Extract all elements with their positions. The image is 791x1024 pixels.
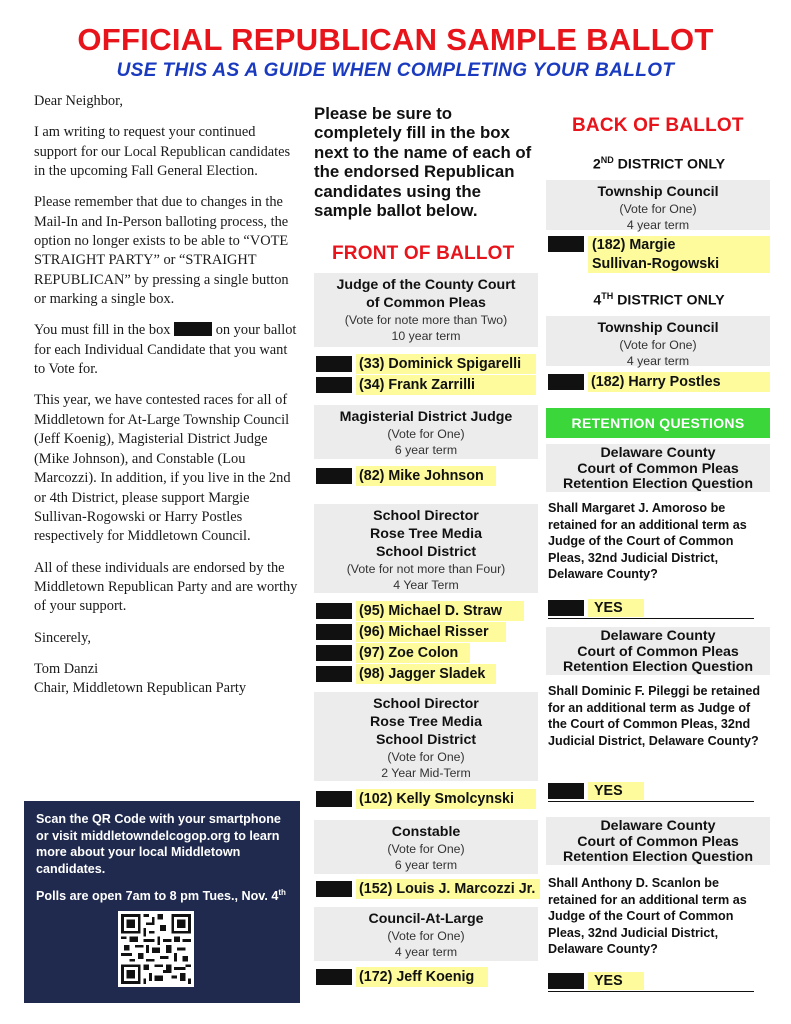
race-title: Council-At-Large [368,911,484,927]
race-title: Township Council [597,184,719,200]
race-magisterial-judge [314,405,538,459]
race-vote-rule: (Vote for One) [387,427,465,441]
candidate-name: (182) Margie Sullivan-Rogowski [588,236,770,273]
retention-question: Shall Margaret J. Amoroso be retained for an additional term as Judge of the Court of Common Pleas, 32nd Judicial District, Delaware County? [548,501,747,582]
candidate-name: (152) Louis J. Marcozzi Jr. [356,879,540,899]
candidate-name: (102) Kelly Smolcynski [356,789,536,809]
signer-title: Chair, Middletown Republican Party [34,680,247,697]
candidate-row[interactable] [316,622,506,642]
race-term: 6 year term [394,858,458,872]
race-school-director-4yr [314,504,538,593]
retention-title: Retention Election Question [563,659,753,676]
filled-vote-box[interactable] [548,783,584,799]
back-of-ballot-heading: BACK OF BALLOT [572,115,744,136]
retention-title: Delaware County [600,628,716,644]
race-vote-rule: (Vote for note more than Two) [344,313,508,327]
candidate-row[interactable] [316,879,540,899]
candidate-name: (34) Frank Zarrilli [356,375,536,395]
letter-text: You must fill in the box [34,322,171,339]
race-vote-rule: (Vote for One) [387,750,465,764]
retention-title: Court of Common Pleas [577,643,739,660]
filled-vote-box[interactable] [316,969,352,985]
race-vote-rule: (Vote for not more than Four) [346,562,506,576]
candidate-row[interactable] [316,789,536,809]
race-constable [314,820,538,874]
yes-label: YES [588,599,644,617]
polls-text: Polls are open 7am to 8 pm Tues., Nov. 4th [36,888,286,904]
race-vote-rule: (Vote for One) [619,202,697,216]
filled-vote-box[interactable] [548,973,584,989]
letter-paragraph: This year, we have contested races for all of Middletown for At-Large Township Council (Jeff Koenig), Magisterial District Judge (Mike Johnson), and Constable (Lou Marcozzi). In addition, if you live in the 2nd or 4th District, please support Margie Sullivan-Rogowski or Harry Postles respectively for Middletown Council. [34,392,291,545]
yes-label: YES [588,972,644,990]
candidate-name: (172) Jeff Koenig [356,967,488,987]
race-term: 4 year term [394,945,458,959]
retention-header [546,817,770,865]
candidate-row[interactable] [548,372,770,392]
ballot-title: OFFICIAL REPUBLICAN SAMPLE BALLOT [77,22,714,57]
retention-question: Shall Dominic F. Pileggi be retained for an additional term as Judge of the Court of Common Pleas, 32nd Judicial District, Delaware County? [548,684,761,748]
race-vote-rule: (Vote for One) [619,338,697,352]
race-township-council-d2 [546,180,770,230]
letter [34,92,298,699]
candidate-row[interactable] [548,236,770,273]
filled-vote-box[interactable] [316,603,352,619]
candidate-row[interactable] [316,664,496,684]
candidate-name: (182) Harry Postles [588,372,770,392]
race-judge-common-pleas [314,273,538,347]
filled-vote-box[interactable] [316,645,352,661]
race-township-council-d4 [546,316,770,366]
race-title: School District [375,732,477,748]
qr-text: Scan the QR Code with your smartphone or visit middletowndelcogop.org to learn more about your local Middletown candidates. [36,812,281,876]
letter-paragraph: All of these individuals are endorsed by the Middletown Republican Party and are worthy of your support. [34,559,298,615]
candidate-name: (82) Mike Johnson [356,466,496,486]
letter-paragraph [34,321,298,379]
race-term: 4 Year Term [393,578,459,592]
filled-vote-box[interactable] [316,791,352,807]
race-title: Township Council [597,320,719,336]
race-council-at-large [314,907,538,961]
retention-title: Retention Election Question [563,849,753,866]
retention-title: Court of Common Pleas [577,833,739,850]
retention-answer-row[interactable] [548,782,754,802]
race-vote-rule: (Vote for One) [387,929,465,943]
filled-vote-box[interactable] [548,600,584,616]
letter-text: on your ballot for each Individual Candidate that you want to Vote for. [34,322,297,378]
filled-vote-box[interactable] [316,468,352,484]
race-title: Judge of the County Court of Common Pleas [336,277,516,311]
filled-vote-box[interactable] [316,666,352,682]
candidate-row[interactable] [316,601,524,621]
ballot-subtitle: USE THIS AS A GUIDE WHEN COMPLETING YOUR BALLOT [116,60,675,81]
letter-greeting: Dear Neighbor, [34,93,123,109]
race-title: School District [375,544,477,560]
candidate-name: (96) Michael Risser [356,622,506,642]
candidate-row[interactable] [316,375,536,395]
yes-label: YES [588,782,644,800]
filled-vote-box[interactable] [316,377,352,393]
retention-title: Delaware County [600,445,716,461]
retention-title: Retention Election Question [563,476,753,493]
signer-name: Tom Danzi [34,660,99,677]
filled-vote-box[interactable] [316,356,352,372]
candidate-name: (97) Zoe Colon [356,643,470,663]
race-title: School Director [373,696,479,712]
candidate-row[interactable] [316,466,496,486]
filled-vote-box[interactable] [316,881,352,897]
letter-paragraph: I am writing to request your continued support for our Local Republican candidates in the upcoming Fall General Election. [34,124,291,180]
race-vote-rule: (Vote for One) [387,842,465,856]
race-term: 6 year term [394,443,458,457]
qr-code-icon[interactable] [118,911,194,987]
candidate-row[interactable] [316,643,470,663]
race-title: Rose Tree Media [370,526,482,542]
qr-info-box [24,801,300,1003]
race-term: 10 year term [391,329,461,343]
candidate-name: (33) Dominick Spigarelli [356,354,536,374]
retention-header [546,444,770,492]
candidate-name: (95) Michael D. Straw [356,601,524,621]
retention-answer-row[interactable] [548,972,754,992]
filled-vote-box[interactable] [548,236,584,252]
race-title: School Director [373,508,479,524]
filled-vote-box[interactable] [316,624,352,640]
district-4-heading: 4TH DISTRICT ONLY [593,291,725,309]
race-title: Constable [391,824,461,840]
race-term: 4 year term [626,354,690,368]
retention-questions-heading: RETENTION QUESTIONS [546,408,770,438]
race-term: 2 Year Mid-Term [381,766,471,780]
race-title: Rose Tree Media [370,714,482,730]
district-2-heading: 2ND DISTRICT ONLY [592,155,726,173]
letter-paragraph: Please remember that due to changes in the Mail-In and In-Person balloting process, the option no longer exists to be able to “VOTE STRAIGHT PARTY” or “STRAIGHT REPUBLICAN” by pressing a single button or marking a single box. [34,194,289,308]
race-school-director-2yr [314,692,538,781]
retention-title: Court of Common Pleas [577,460,739,477]
race-term: 4 year term [626,218,690,232]
retention-header [546,627,770,675]
race-title: Magisterial District Judge [339,409,513,425]
candidate-name: (98) Jagger Sladek [356,664,496,684]
retention-title: Delaware County [600,818,716,834]
front-of-ballot-heading: FRONT OF BALLOT [332,243,515,264]
candidate-row[interactable] [316,967,488,987]
retention-answer-row[interactable] [548,599,754,619]
instructions: Please be sure to completely fill in the box next to the name of each of the endorsed Republican candidates using the sample ballot below. [314,104,532,221]
candidate-row[interactable] [316,354,536,374]
filled-box-example [174,322,212,336]
letter-closing: Sincerely, [34,629,92,646]
filled-vote-box[interactable] [548,374,584,390]
retention-question: Shall Anthony D. Scanlon be retained for an additional term as Judge of the Court of Common Pleas, 32nd Judicial District, Delaware County? [548,876,747,957]
